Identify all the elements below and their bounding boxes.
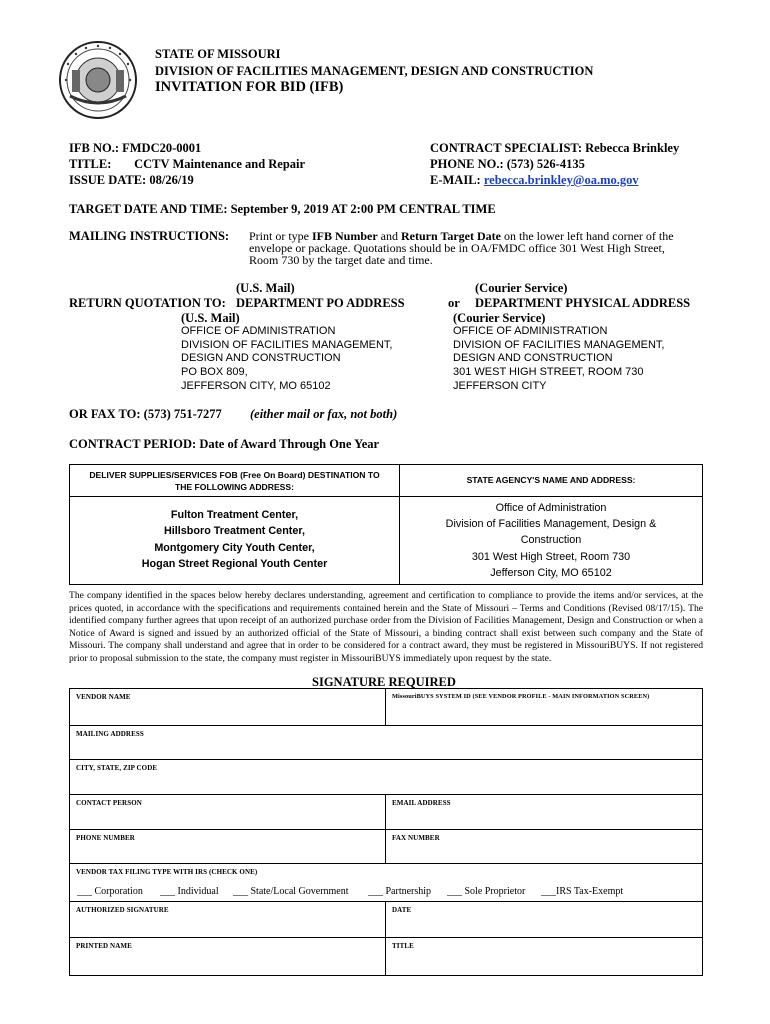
title-value: CCTV Maintenance and Repair <box>134 157 306 171</box>
authorized-signature-field[interactable] <box>69 901 386 938</box>
delivery-address-line: Montgomery City Youth Center, <box>154 541 315 554</box>
email-address-field[interactable] <box>385 794 703 830</box>
mailing-address-field[interactable] <box>69 725 703 760</box>
tax-option-partnership[interactable]: ___ Partnership <box>368 886 432 897</box>
phone-number-label: PHONE NUMBER <box>76 834 135 842</box>
specialist-row <box>430 141 679 156</box>
delivery-right-header: STATE AGENCY'S NAME AND ADDRESS: <box>466 475 636 485</box>
fax-number-label: FAX NUMBER <box>392 834 440 842</box>
tax-option-sole-proprietor[interactable]: ___ Sole Proprietor <box>447 886 526 897</box>
target-date-row <box>69 202 496 217</box>
tax-option-irs-tax-exempt[interactable]: ___IRS Tax-Exempt <box>541 886 624 897</box>
ifb-number-row <box>69 141 201 156</box>
phone-row <box>430 157 585 172</box>
physical-address-line: DESIGN AND CONSTRUCTION <box>453 352 613 365</box>
return-quotation-label: RETURN QUOTATION TO: <box>69 296 226 310</box>
tax-filing-type-label: VENDOR TAX FILING TYPE WITH IRS (CHECK ONE) <box>76 868 258 876</box>
vendor-name-field[interactable] <box>69 688 386 726</box>
agency-address-line: Jefferson City, MO 65102 <box>490 566 612 579</box>
contact-person-label: CONTACT PERSON <box>76 799 142 807</box>
delivery-address-line: Hillsboro Treatment Center, <box>164 525 305 538</box>
city-state-zip-label: CITY, STATE, ZIP CODE <box>76 764 158 772</box>
agency-address-line: Division of Facilities Management, Design & <box>445 518 657 531</box>
email-link[interactable]: rebecca.brinkley@oa.mo.gov <box>483 173 639 187</box>
mailing-instructions-label: MAILING INSTRUCTIONS: <box>69 229 230 243</box>
po-address-line: JEFFERSON CITY, MO 65102 <box>181 379 331 392</box>
target-date-value: September 9, 2019 AT 2:00 PM CENTRAL TIME <box>230 202 496 216</box>
mailing-text: Print or type <box>249 229 312 243</box>
or-separator: or <box>448 296 460 310</box>
date-field[interactable] <box>385 901 703 938</box>
po-address-title: DEPARTMENT PO ADDRESS <box>236 296 405 310</box>
po-address-line: DESIGN AND CONSTRUCTION <box>181 352 341 365</box>
issue-date-label: ISSUE DATE: <box>69 173 147 187</box>
mailing-text: on the lower left hand corner of the <box>500 229 674 243</box>
mailing-return-date-bold: Return Target Date <box>401 229 501 243</box>
physical-address-subtitle: (Courier Service) <box>453 311 546 325</box>
po-address-line: DIVISION OF FACILITIES MANAGEMENT, <box>181 338 393 351</box>
printed-name-field[interactable] <box>69 937 386 976</box>
po-address-subtitle: (U.S. Mail) <box>181 311 240 325</box>
po-address-line: PO BOX 809, <box>181 366 248 379</box>
phone-number-field[interactable] <box>69 829 386 864</box>
missouribuys-id-label: MissouriBUYS SYSTEM ID (SEE VENDOR PROFILE - MAIN INFORMATION SCREEN) <box>392 693 650 700</box>
physical-address-line: OFFICE OF ADMINISTRATION <box>453 325 608 337</box>
delivery-right-body-cell <box>400 497 702 584</box>
issue-date-value: 08/26/19 <box>149 173 194 187</box>
delivery-left-body-cell <box>70 497 400 584</box>
fax-number-field[interactable] <box>385 829 703 864</box>
issue-date-row <box>69 173 194 188</box>
contact-person-field[interactable] <box>69 794 386 830</box>
mailing-address-label: MAILING ADDRESS <box>76 730 144 738</box>
fax-note: (either mail or fax, not both) <box>250 407 398 421</box>
header-division: DIVISION OF FACILITIES MANAGEMENT, DESIGN AND CONSTRUCTION <box>155 64 594 78</box>
specialist-value: Rebecca Brinkley <box>585 141 680 155</box>
courier-header: (Courier Service) <box>475 281 568 295</box>
delivery-table <box>69 464 703 585</box>
title-row <box>69 157 305 172</box>
agency-address-line: 301 West High Street, Room 730 <box>471 550 631 563</box>
title-label: TITLE: <box>69 157 112 171</box>
city-state-zip-field[interactable] <box>69 759 703 795</box>
certification-paragraph: The company identified in the spaces below hereby declares understanding, agreement and certification to compliance to provide the items and/or services, at the prices quoted, in accordance with the specifications and requirements contained herein and the State of Missouri – Terms and Conditions (Revised 08/17/15). The identified company further agrees that upon receipt of an authorized purchase order from the Division of Facilities Management, Design and Construction or when a Notice of Award is signed and issued by an authorized official of the State of Missouri, a binding contract shall exist between such company and the State of Missouri. The company shall understand and agree that in order to be considered for a contract award, they must be registered in MissouriBUYS. If not registered prior to proposal submission to the state, the company must register in MissouriBUYS immediately upon request by the state. <box>69 590 703 664</box>
tax-option-corporation[interactable]: ___ Corporation <box>77 886 143 897</box>
physical-address-line: DIVISION OF FACILITIES MANAGEMENT, <box>453 338 665 351</box>
date-label: DATE <box>392 906 412 914</box>
tax-option-state-local-government[interactable]: ___ State/Local Government <box>233 886 349 897</box>
physical-address-line: JEFFERSON CITY <box>453 379 547 392</box>
printed-name-label: PRINTED NAME <box>76 942 132 950</box>
state-seal-logo <box>58 40 138 120</box>
us-mail-header: (U.S. Mail) <box>236 281 295 295</box>
agency-address-line: Construction <box>520 534 582 547</box>
email-address-label: EMAIL ADDRESS <box>392 799 451 807</box>
title-field[interactable] <box>385 937 703 976</box>
physical-address-title: DEPARTMENT PHYSICAL ADDRESS <box>475 296 691 310</box>
phone-label: PHONE NO.: <box>430 157 504 171</box>
physical-address-line: 301 WEST HIGH STREET, ROOM 730 <box>453 366 644 379</box>
mailing-instructions-line2: envelope or package. Quotations should be in OA/FMDC office 301 West High Street, <box>249 241 665 255</box>
mailing-ifb-number-bold: IFB Number <box>312 229 378 243</box>
email-row <box>430 173 639 188</box>
target-date-label: TARGET DATE AND TIME: <box>69 202 228 216</box>
delivery-left-header-line: THE FOLLOWING ADDRESS: <box>174 482 295 492</box>
phone-value: (573) 526-4135 <box>506 157 585 171</box>
delivery-left-header-line: DELIVER SUPPLIES/SERVICES FOB (Free On Board) DESTINATION TO <box>89 470 380 480</box>
missouribuys-id-field[interactable] <box>385 688 703 726</box>
mailing-instructions-line3: Room 730 by the target date and time. <box>249 253 433 267</box>
po-address-line: OFFICE OF ADMINISTRATION <box>181 325 336 337</box>
vendor-form <box>69 688 703 976</box>
physical-address-block <box>453 325 664 394</box>
tax-option-individual[interactable]: ___ Individual <box>160 886 219 897</box>
ifb-number-value: FMDC20-0001 <box>122 141 202 155</box>
delivery-address-line: Hogan Street Regional Youth Center <box>141 557 328 570</box>
po-address-block <box>181 325 392 394</box>
vendor-name-label: VENDOR NAME <box>76 693 131 701</box>
delivery-address-line: Fulton Treatment Center, <box>170 509 299 521</box>
ifb-number-label: IFB NO.: <box>69 141 119 155</box>
header-state: STATE OF MISSOURI <box>155 47 281 61</box>
delivery-right-header-cell <box>400 465 702 497</box>
signature-required-title: SIGNATURE REQUIRED <box>312 675 456 689</box>
title-field-label: TITLE <box>392 942 414 950</box>
email-label: E-MAIL: <box>430 173 481 187</box>
authorized-signature-label: AUTHORIZED SIGNATURE <box>76 906 169 914</box>
header-ifb-title: INVITATION FOR BID (IFB) <box>155 79 344 95</box>
specialist-label: CONTRACT SPECIALIST: <box>430 141 583 155</box>
fax-label: OR FAX TO: (573) 751-7277 <box>69 407 222 421</box>
mailing-text: and <box>377 229 401 243</box>
agency-address-line: Office of Administration <box>495 502 607 514</box>
delivery-left-header-cell <box>70 465 400 497</box>
contract-period: CONTRACT PERIOD: Date of Award Through One Year <box>69 437 380 451</box>
